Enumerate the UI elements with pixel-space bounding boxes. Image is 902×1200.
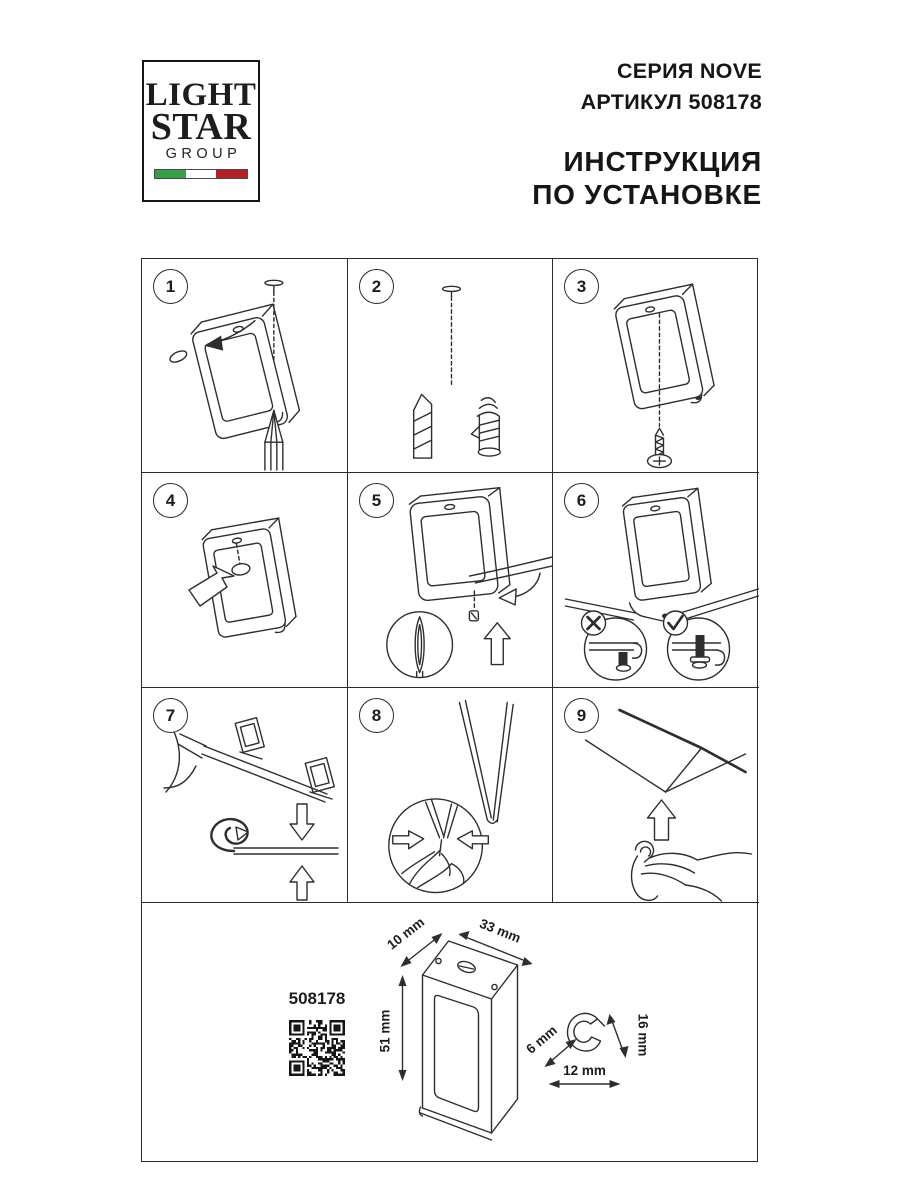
- step-panel-8: [348, 688, 553, 903]
- product-dimensions-drawing: [142, 903, 759, 1161]
- step-number-3: 3: [564, 269, 599, 304]
- step-panel-1: [142, 259, 348, 473]
- step-number-5: 5: [359, 483, 394, 518]
- instruction-grid: [141, 258, 758, 1162]
- document-header: [532, 56, 762, 211]
- dim-hook-depth-label: 6 mm: [523, 1022, 560, 1057]
- flag-green: [155, 170, 186, 178]
- step-number-6: 6: [564, 483, 599, 518]
- step-number-9: 9: [564, 698, 599, 733]
- logo-line-star: STAR: [150, 106, 252, 149]
- flag-white: [186, 170, 217, 178]
- flag-red: [216, 170, 247, 178]
- step-number-8: 8: [359, 698, 394, 733]
- logo-line-group: GROUP: [165, 146, 242, 163]
- step-number-7: 7: [153, 698, 188, 733]
- step-number-4: 4: [153, 483, 188, 518]
- right-clamp-detail: [664, 611, 730, 680]
- footer-article-number: 508178: [288, 989, 346, 1008]
- step-panel-4: [142, 473, 348, 688]
- instruction-title-line1: ИНСТРУКЦИЯ: [563, 146, 762, 178]
- instruction-title-line2: ПО УСТАНОВКЕ: [532, 179, 762, 211]
- step-number-1: 1: [153, 269, 188, 304]
- step-number-2: 2: [359, 269, 394, 304]
- article-label: АРТИКУЛ 508178: [580, 90, 762, 115]
- step-panel-7: [142, 688, 348, 903]
- step-panel-9: [553, 688, 759, 903]
- dim-height-label: 51 mm: [377, 1009, 393, 1053]
- italian-flag-bar: [154, 169, 248, 179]
- step-panel-3: [553, 259, 759, 473]
- dim-width-label: 33 mm: [477, 915, 523, 946]
- dim-hook-height-label: 16 mm: [635, 1013, 651, 1057]
- dim-hook-width-label: 12 mm: [563, 1063, 606, 1078]
- logo-line-light: LIGHT: [145, 77, 257, 113]
- dimensions-panel: [142, 903, 759, 1161]
- step-panel-2: [348, 259, 553, 473]
- series-label: СЕРИЯ NOVE: [616, 59, 762, 83]
- step-panel-6: [553, 473, 759, 688]
- dim-depth-label: 10 mm: [384, 914, 428, 953]
- step-panel-5: [348, 473, 553, 688]
- wrong-clamp-detail: [582, 611, 647, 680]
- lightstar-logo: [142, 60, 260, 202]
